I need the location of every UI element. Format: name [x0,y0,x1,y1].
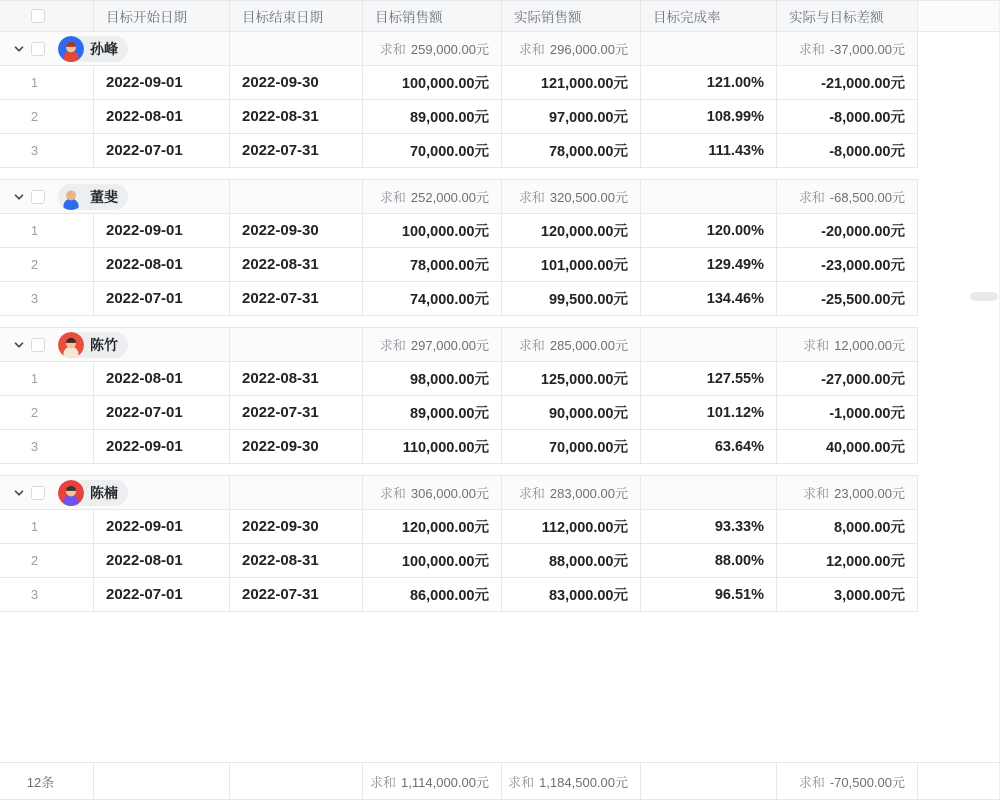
cell-start-date[interactable]: 2022-08-01 [94,248,230,281]
cell-end-date[interactable]: 2022-09-30 [230,510,363,543]
table-row[interactable] [0,578,918,612]
cell-completion-rate[interactable]: 88.00% [641,544,777,577]
summary-footer [0,762,1000,800]
cell-completion-rate[interactable]: 127.55% [641,362,777,395]
cell-actual-sales[interactable]: 101,000.00元 [502,248,641,281]
table-row[interactable] [0,134,918,168]
cell-actual-sales[interactable]: 70,000.00元 [502,430,641,463]
cell-start-date[interactable]: 2022-07-01 [94,396,230,429]
sum-label: 求和 [798,42,825,57]
group-sum-diff[interactable]: 求和 -37,000.00元 [777,32,918,65]
table-row[interactable] [0,396,918,430]
row-number: 3 [0,430,94,463]
group-header-row[interactable] [0,180,918,214]
group-sum-target[interactable]: 求和 259,000.00元 [363,32,502,65]
chevron-down-icon[interactable] [12,42,26,56]
column-header-actual-sales[interactable]: 实际销售额 [502,1,641,31]
group-checkbox[interactable] [31,190,45,204]
cell-difference[interactable]: -20,000.00元 [777,214,918,247]
empty-cell[interactable] [641,32,777,65]
cell-target-sales[interactable]: 98,000.00元 [363,362,502,395]
header-extension [918,1,1000,31]
empty-cell[interactable] [641,476,777,509]
sum-label: 求和 [508,774,535,790]
cell-start-date[interactable]: 2022-08-01 [94,544,230,577]
table-row[interactable] [0,362,918,396]
sum-label: 求和 [379,42,406,57]
cell-completion-rate[interactable]: 120.00% [641,214,777,247]
group-checkbox[interactable] [31,338,45,352]
cell-target-sales[interactable]: 70,000.00元 [363,134,502,167]
cell-completion-rate[interactable]: 108.99% [641,100,777,133]
cell-target-sales[interactable]: 100,000.00元 [363,544,502,577]
cell-start-date[interactable]: 2022-08-01 [94,100,230,133]
sum-label: 求和 [370,774,397,790]
table-row[interactable] [0,282,918,316]
footer-sum-diff[interactable]: 求和 -70,500.00元 [777,763,918,799]
cell-target-sales[interactable]: 100,000.00元 [363,214,502,247]
row-number: 2 [0,396,94,429]
cell-completion-rate[interactable]: 111.43% [641,134,777,167]
group-member-pill[interactable] [58,36,128,62]
cell-start-date[interactable]: 2022-09-01 [94,214,230,247]
cell-completion-rate[interactable]: 63.64% [641,430,777,463]
cell-end-date[interactable]: 2022-07-31 [230,282,363,315]
sum-label: 求和 [379,190,406,205]
group-header-row[interactable] [0,476,918,510]
cell-actual-sales[interactable]: 78,000.00元 [502,134,641,167]
cell-end-date[interactable]: 2022-08-31 [230,362,363,395]
cell-start-date[interactable]: 2022-09-01 [94,66,230,99]
column-header-difference[interactable]: 实际与目标差额 [777,1,918,31]
group-checkbox[interactable] [31,486,45,500]
cell-difference[interactable]: 12,000.00元 [777,544,918,577]
empty-cell [641,763,777,799]
cell-target-sales[interactable]: 89,000.00元 [363,396,502,429]
cell-target-sales[interactable]: 89,000.00元 [363,100,502,133]
cell-actual-sales[interactable]: 90,000.00元 [502,396,641,429]
group-gap [0,168,918,180]
cell-difference[interactable]: -8,000.00元 [777,134,918,167]
empty-cell [918,763,1000,799]
cell-start-date[interactable]: 2022-09-01 [94,430,230,463]
cell-difference[interactable]: -27,000.00元 [777,362,918,395]
row-number: 2 [0,544,94,577]
empty-cell[interactable] [230,476,363,509]
avatar [58,332,84,358]
row-number: 3 [0,578,94,611]
footer-sum-actual[interactable]: 求和 1,184,500.00元 [502,763,641,799]
group-name: 孙峰 [90,40,118,57]
sum-label: 求和 [379,338,406,353]
group-header-row[interactable] [0,32,918,66]
table-row[interactable] [0,100,918,134]
sum-label: 求和 [798,190,825,205]
cell-end-date[interactable]: 2022-07-31 [230,134,363,167]
table-row[interactable] [0,544,918,578]
column-header-target-sales[interactable]: 目标销售额 [363,1,502,31]
group-name: 陈楠 [90,484,118,501]
cell-actual-sales[interactable]: 97,000.00元 [502,100,641,133]
cell-difference[interactable]: -1,000.00元 [777,396,918,429]
sum-label: 求和 [798,774,825,790]
group-member-pill[interactable] [58,332,128,358]
select-all-cell [0,1,94,31]
sum-label: 求和 [379,486,406,501]
cell-end-date[interactable]: 2022-09-30 [230,214,363,247]
group-member-pill[interactable] [58,480,128,506]
group-sum-actual[interactable]: 求和 296,000.00元 [502,32,641,65]
cell-difference[interactable]: -21,000.00元 [777,66,918,99]
group-sum-target[interactable]: 求和 252,000.00元 [363,180,502,213]
cell-end-date[interactable]: 2022-08-31 [230,544,363,577]
cell-difference[interactable]: -25,500.00元 [777,282,918,315]
cell-completion-rate[interactable]: 101.12% [641,396,777,429]
sum-label: 求和 [518,42,545,57]
chevron-down-icon[interactable] [12,338,26,352]
table-row[interactable] [0,430,918,464]
cell-difference[interactable]: -8,000.00元 [777,100,918,133]
row-number: 2 [0,100,94,133]
cell-actual-sales[interactable]: 125,000.00元 [502,362,641,395]
table-row[interactable] [0,248,918,282]
group-name: 陈竹 [90,336,118,353]
record-count: 12条 [0,763,94,799]
cell-target-sales[interactable]: 74,000.00元 [363,282,502,315]
sum-label: 求和 [518,338,545,353]
cell-target-sales[interactable]: 86,000.00元 [363,578,502,611]
group-member-pill[interactable] [58,184,128,210]
cell-end-date[interactable]: 2022-07-31 [230,396,363,429]
row-number: 1 [0,362,94,395]
cell-actual-sales[interactable]: 121,000.00元 [502,66,641,99]
empty-cell[interactable] [230,32,363,65]
group-gap [0,464,918,476]
table-row[interactable] [0,510,918,544]
cell-completion-rate[interactable]: 129.49% [641,248,777,281]
footer-sum-target[interactable]: 求和 1,114,000.00元 [363,763,502,799]
avatar [58,184,84,210]
cell-actual-sales[interactable]: 88,000.00元 [502,544,641,577]
empty-cell [230,763,363,799]
group-sum-actual[interactable]: 求和 283,000.00元 [502,476,641,509]
table-row[interactable] [0,214,918,248]
empty-cell[interactable] [230,180,363,213]
empty-cell[interactable] [641,328,777,361]
group-title-cell[interactable] [0,32,230,65]
group-header-row[interactable] [0,328,918,362]
group-title-cell[interactable] [0,328,230,361]
cell-end-date[interactable]: 2022-09-30 [230,66,363,99]
cell-difference[interactable]: -23,000.00元 [777,248,918,281]
empty-cell[interactable] [641,180,777,213]
cell-target-sales[interactable]: 100,000.00元 [363,66,502,99]
avatar [58,36,84,62]
cell-completion-rate[interactable]: 134.46% [641,282,777,315]
scrollbar-thumb[interactable] [970,292,998,301]
cell-start-date[interactable]: 2022-07-01 [94,578,230,611]
group-sum-target[interactable]: 求和 306,000.00元 [363,476,502,509]
row-number: 1 [0,214,94,247]
row-number: 3 [0,134,94,167]
chevron-down-icon[interactable] [12,190,26,204]
cell-completion-rate[interactable]: 93.33% [641,510,777,543]
sum-label: 求和 [518,190,545,205]
cell-end-date[interactable]: 2022-09-30 [230,430,363,463]
cell-completion-rate[interactable]: 121.00% [641,66,777,99]
group-sum-target[interactable]: 求和 297,000.00元 [363,328,502,361]
sum-label: 求和 [803,486,830,501]
cell-start-date[interactable]: 2022-07-01 [94,282,230,315]
group-sum-diff[interactable]: 求和 -68,500.00元 [777,180,918,213]
cell-end-date[interactable]: 2022-07-31 [230,578,363,611]
cell-actual-sales[interactable]: 120,000.00元 [502,214,641,247]
column-header-completion-rate[interactable]: 目标完成率 [641,1,777,31]
select-all-checkbox[interactable] [31,9,45,23]
group-title-cell[interactable] [0,180,230,213]
cell-start-date[interactable]: 2022-09-01 [94,510,230,543]
row-number: 2 [0,248,94,281]
empty-cell[interactable] [230,328,363,361]
group-gap [0,316,918,328]
table-row[interactable] [0,66,918,100]
table-header-row [0,0,1000,32]
cell-start-date[interactable]: 2022-07-01 [94,134,230,167]
cell-actual-sales[interactable]: 112,000.00元 [502,510,641,543]
group-title-cell[interactable] [0,476,230,509]
cell-end-date[interactable]: 2022-08-31 [230,100,363,133]
group-name: 董斐 [90,188,118,205]
cell-target-sales[interactable]: 110,000.00元 [363,430,502,463]
avatar [58,480,84,506]
cell-start-date[interactable]: 2022-08-01 [94,362,230,395]
cell-target-sales[interactable]: 78,000.00元 [363,248,502,281]
cell-difference[interactable]: 3,000.00元 [777,578,918,611]
row-number: 1 [0,66,94,99]
sum-label: 求和 [803,338,830,353]
chevron-down-icon[interactable] [12,486,26,500]
cell-difference[interactable]: 8,000.00元 [777,510,918,543]
row-number: 3 [0,282,94,315]
group-checkbox[interactable] [31,42,45,56]
empty-cell [94,763,230,799]
cell-end-date[interactable]: 2022-08-31 [230,248,363,281]
group-sum-diff[interactable]: 求和 23,000.00元 [777,476,918,509]
cell-actual-sales[interactable]: 83,000.00元 [502,578,641,611]
cell-actual-sales[interactable]: 99,500.00元 [502,282,641,315]
group-sum-actual[interactable]: 求和 320,500.00元 [502,180,641,213]
row-number: 1 [0,510,94,543]
column-header-end-date[interactable]: 目标结束日期 [230,1,363,31]
cell-completion-rate[interactable]: 96.51% [641,578,777,611]
column-header-start-date[interactable]: 目标开始日期 [94,1,230,31]
group-sum-diff[interactable]: 求和 12,000.00元 [777,328,918,361]
cell-target-sales[interactable]: 120,000.00元 [363,510,502,543]
sum-label: 求和 [518,486,545,501]
cell-difference[interactable]: 40,000.00元 [777,430,918,463]
group-sum-actual[interactable]: 求和 285,000.00元 [502,328,641,361]
